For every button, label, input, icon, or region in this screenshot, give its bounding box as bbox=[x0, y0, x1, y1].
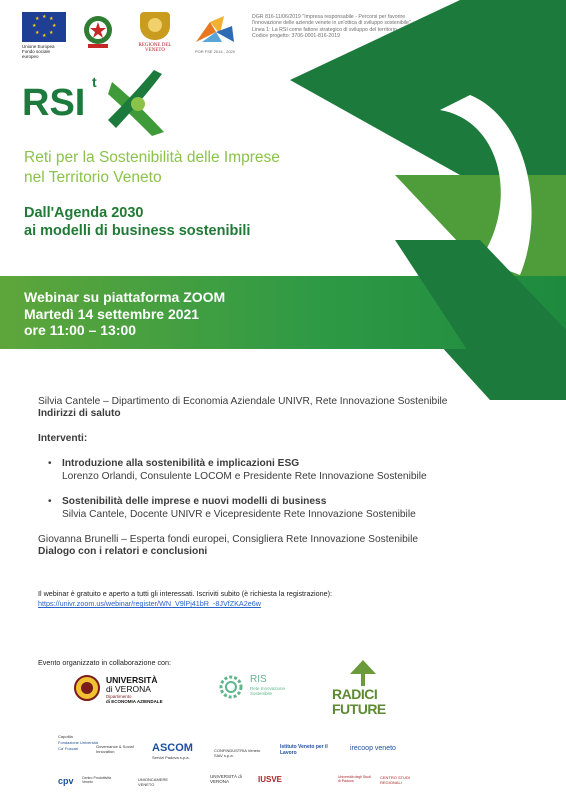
bullet-icon: • bbox=[48, 458, 52, 469]
partner-irecoop: irecoop veneto bbox=[350, 745, 396, 752]
partner-unipd: Università degli Studi di Padova bbox=[338, 775, 371, 783]
rsi-logo-text: RSI bbox=[22, 82, 86, 124]
bullet-icon: • bbox=[48, 496, 52, 507]
ris-logo bbox=[218, 672, 308, 704]
registration-text: Il webinar è gratuito e aperto a tutti gli interessati. Iscriviti subito (è richiesta la registrazione): bbox=[38, 589, 333, 598]
eu-caption-2: Fondo sociale europeo bbox=[22, 49, 51, 59]
program-greetings: Indirizzi di saluto bbox=[38, 408, 121, 419]
program-item-1-speaker: Lorenzo Orlandi, Consulente LOCOM e Presidente Rete Innovazione Sostenibile bbox=[62, 471, 427, 482]
program-item-1-title: Introduzione alla sostenibilità e implicazioni ESG bbox=[62, 458, 300, 469]
partner-univr-small: UNIVERSITÀ di VERONA bbox=[210, 774, 242, 784]
univr-seal-icon bbox=[74, 675, 100, 701]
partner-capofila bbox=[58, 734, 98, 752]
subtitle-line: nel Territorio Veneto bbox=[24, 169, 162, 186]
partner-cpv-sub: Centro Produttività Veneto bbox=[82, 776, 111, 784]
ris-main: RIS bbox=[250, 674, 267, 685]
rsi-logo-superscript: t bbox=[92, 74, 97, 90]
event-date: Martedì 14 settembre 2021 bbox=[24, 305, 200, 322]
partner-ivl: Istituto Veneto per il Lavoro bbox=[280, 744, 328, 756]
program-speaker-2: Giovanna Brunelli – Esperta fondi europei, Consigliera Rete Innovazione Sostenibile bbox=[38, 534, 419, 545]
future-text: FUTURE bbox=[332, 701, 386, 717]
partner-ascom-sub: Servizi Padova s.p.a. bbox=[152, 755, 190, 760]
dgr-line: l'innovazione delle aziende venete in un'ottica di sviluppo sostenibile" bbox=[252, 20, 411, 27]
partner-confindustria: CONFINDUSTRIA Veneto SIAV s.p.a. bbox=[214, 748, 261, 758]
event-time: ore 11:00 – 13:00 bbox=[24, 322, 137, 338]
eu-caption-1: Unione Europea bbox=[22, 44, 55, 49]
dgr-line: Codice progetto: 3706-0001-816-2019 bbox=[252, 33, 340, 40]
program-interventi: Interventi: bbox=[38, 433, 88, 444]
univr-logo bbox=[74, 675, 174, 705]
univr-di: di VERONA bbox=[106, 684, 151, 694]
event-title-line: Dall'Agenda 2030 bbox=[24, 205, 144, 221]
event-platform: Webinar su piattaforma ZOOM bbox=[24, 289, 226, 305]
veneto-caption: REGIONE DEL VENETO bbox=[138, 43, 172, 53]
registration-link[interactable]: https://univr.zoom.us/webinar/register/WN_V9lPj41bR_-8JVfZKA2e6w bbox=[38, 599, 261, 608]
univr-top: UNIVERSITÀ bbox=[106, 675, 158, 685]
subtitle-line: Reti per la Sostenibilità delle Imprese bbox=[24, 149, 280, 166]
partner-gsi: Governance & Social Innovation bbox=[96, 744, 134, 754]
dgr-line: DGR 816-11/06/2019 "Impresa responsabile - Percorsi per favorire bbox=[252, 14, 406, 20]
univr-dept: Dipartimento bbox=[106, 694, 132, 699]
tree-icon bbox=[348, 660, 378, 686]
radici-future-logo bbox=[328, 660, 398, 730]
program-item-2-title: Sostenibilità delle imprese e nuovi modelli di business bbox=[62, 496, 327, 507]
program-item-2-speaker: Silvia Cantele, Docente UNIVR e Vicepresidente Rete Innovazione Sostenibile bbox=[62, 509, 416, 520]
collab-heading: Evento organizzato in collaborazione con: bbox=[38, 658, 172, 667]
partner-cafoscari: Fondazione Università Ca' Foscari bbox=[58, 740, 98, 751]
partner-centro-studi: CENTRO STUDI REGIONALI bbox=[380, 775, 410, 785]
program-dialogue: Dialogo con i relatori e conclusioni bbox=[38, 546, 208, 557]
por-caption: POR FSE 2014 - 2020 bbox=[194, 49, 236, 54]
partner-ascom: ASCOM bbox=[152, 742, 193, 754]
event-info bbox=[24, 289, 225, 339]
univr-dept-2: di ECONOMIA AZIENDALE bbox=[106, 699, 163, 704]
ris-sub: Rete Innovazione Sostenibile bbox=[250, 686, 286, 696]
partner-capofila-label: Capofila bbox=[58, 734, 73, 739]
eu-flag-icon: ★ ★ ★ ★ ★ ★ ★ ★ bbox=[22, 12, 66, 42]
program-speaker-1: Silvia Cantele – Dipartimento di Economia Aziendale UNIVR, Rete Innovazione Sostenibile bbox=[38, 396, 448, 407]
dgr-line: Linea 1: La RSI come fattore strategico di sviluppo del territorio bbox=[252, 26, 397, 33]
partner-unioncamere: UNIONCAMERE VENETO bbox=[138, 777, 169, 787]
partner-cpv: cpv bbox=[58, 776, 74, 786]
event-title-line: ai modelli di business sostenibili bbox=[24, 223, 251, 239]
partner-iusve: IUSVE bbox=[258, 775, 283, 784]
ris-flower-icon bbox=[218, 674, 244, 700]
radici-text: RADICI bbox=[332, 686, 378, 702]
